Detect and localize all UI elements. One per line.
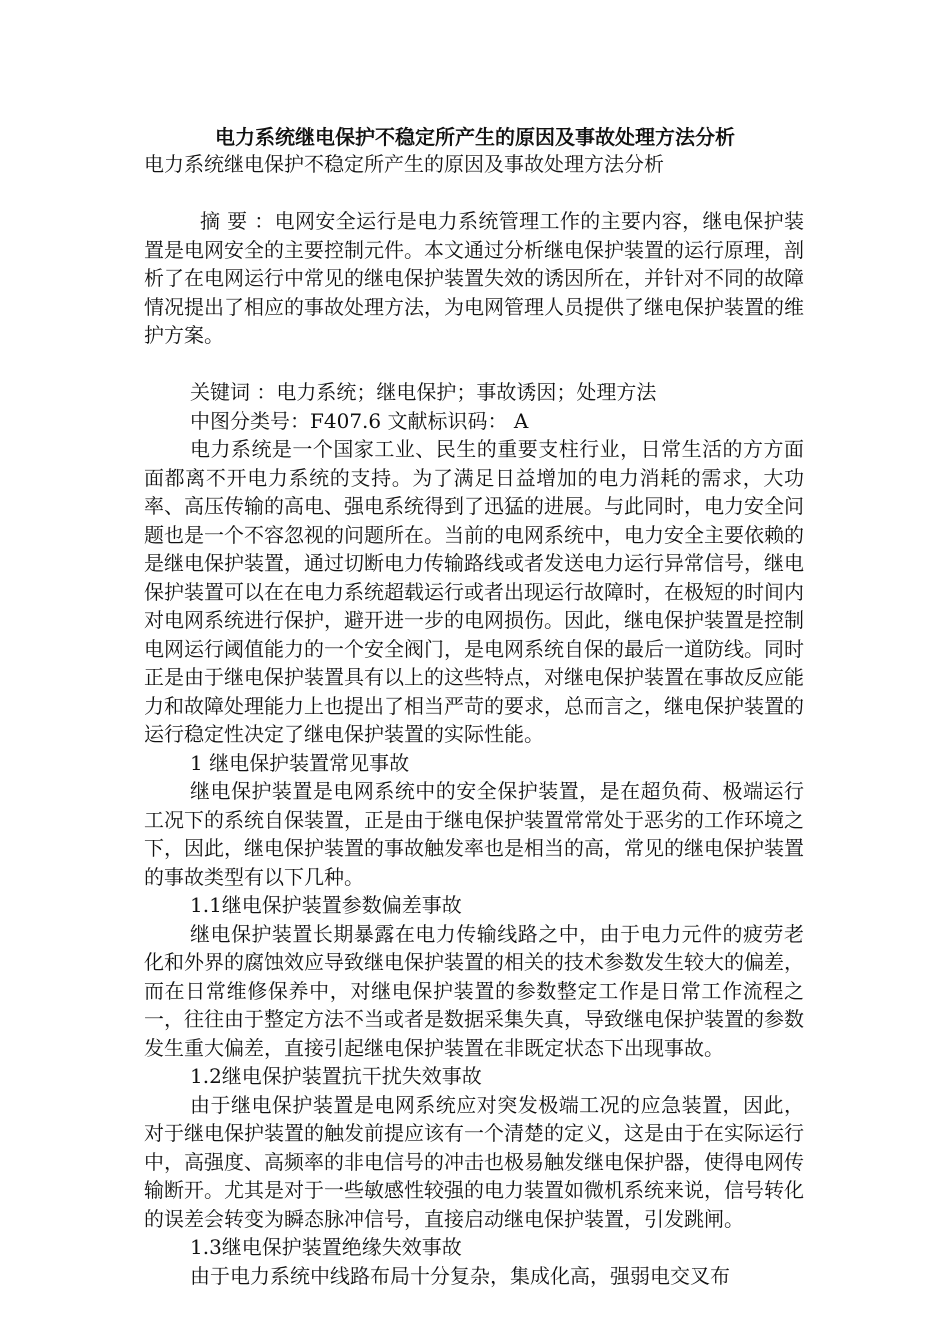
section-heading-1-3: 1.3继电保护装置绝缘失效事故 xyxy=(190,1235,462,1259)
abstract-paragraph: 摘 要 ：电网安全运行是电力系统管理工作的主要内容，继电保护装置是电网安全的主要控制元件。本文通过分析继电保护装置的运行原理，剖析了在电网运行中常见的继电保护装置失效的诱因所在，并针对不同的故障情况提出了相应的事故处理方法，为电网管理人员提供了继电保护装置的维护方案。 xyxy=(144,209,804,347)
section-heading-1: 1 继电保护装置常见事故 xyxy=(190,750,410,775)
document-body xyxy=(144,150,804,1290)
document-subtitle: 电力系统继电保护不稳定所产生的原因及事故处理方法分析 xyxy=(144,152,664,176)
section-paragraph-1-1: 继电保护装置长期暴露在电力传输线路之中，由于电力元件的疲劳老化和外界的腐蚀效应导致继电保护装置的相关的技术参数发生较大的偏差，而在日常维修保养中，对继电保护装置的参数整定工作是日常工作流程之一，往往由于整定方法不当或者是数据采集失真，导致继电保护装置的参数发生重大偏差，直接引起继电保护装置在非既定状态下出现事故。 xyxy=(144,921,804,1060)
section-heading-1-2: 1.2继电保护装置抗干扰失效事故 xyxy=(190,1064,482,1088)
classification-line: 中图分类号：F407.6 文献标识码： A xyxy=(190,408,529,433)
section-paragraph-1: 继电保护装置是电网系统中的安全保护装置，是在超负荷、极端运行工况下的系统自保装置，正是由于继电保护装置常常处于恶劣的工作环境之下，因此，继电保护装置的事故触发率也是相当的高，常见的继电保护装置的事故类型有以下几种。 xyxy=(144,779,804,889)
keywords-line: 关键词 ：电力系统；继电保护；事故诱因；处理方法 xyxy=(190,380,657,404)
intro-paragraph: 电力系统是一个国家工业、民生的重要支柱行业，日常生活的方方面面都离不开电力系统的支持。为了满足日益增加的电力消耗的需求，大功率、高压传输的高电、强电系统得到了迅猛的进展。与此同时，电力安全问题也是一个不容忽视的问题所在。当前的电网系统中，电力安全主要依赖的是继电保护装置，通过切断电力传输路线或者发送电力运行异常信号，继电保护装置可以在在电力系统超载运行或者出现运行故障时，在极短的时间内对电网系统进行保护，避开进一步的电网损伤。因此，继电保护装置是控制电网运行阈值能力的一个安全阀门，是电网系统自保的最后一道防线。同时正是由于继电保护装置具有以上的这些特点，对继电保护装置在事故反应能力和故障处理能力上也提出了相当严苛的要求，总而言之，继电保护装置的运行稳定性决定了继电保护装置的实际性能。 xyxy=(144,437,804,746)
section-heading-1-1: 1.1继电保护装置参数偏差事故 xyxy=(190,893,462,917)
document-title: 电力系统继电保护不稳定所产生的原因及事故处理方法分析 xyxy=(215,125,735,149)
section-paragraph-1-2: 由于继电保护装置是电网系统应对突发极端工况的应急装置，因此，对于继电保护装置的触发前提应该有一个清楚的定义，这是由于在实际运行中，高强度、高频率的非电信号的冲击也极易触发继电保护器，使得电网传输断开。尤其是对于一些敏感性较强的电力装置如微机系统来说，信号转化的误差会转变为瞬态脉冲信号，直接启动继电保护装置，引发跳闸。 xyxy=(144,1092,804,1231)
section-paragraph-1-3: 由于电力系统中线路布局十分复杂，集成化高，强弱电交叉布 xyxy=(190,1263,730,1288)
